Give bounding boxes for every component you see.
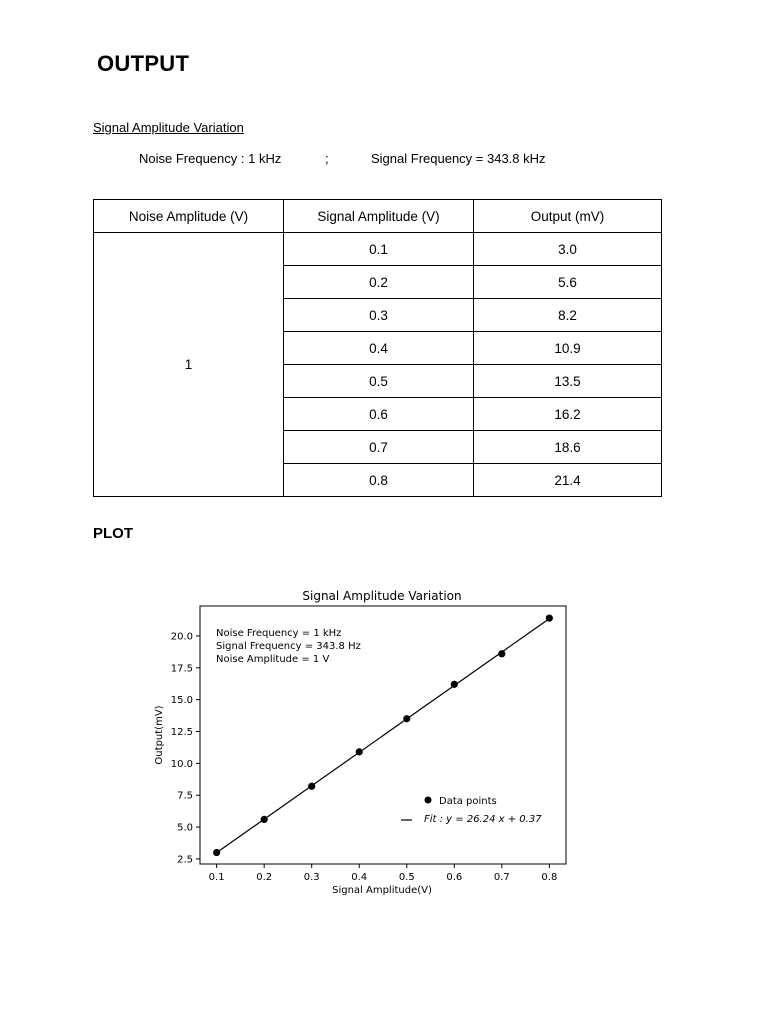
page-title: OUTPUT [97,51,190,76]
y-tick-label: 10.0 [170,758,193,770]
table-header-row [94,200,662,233]
data-table [93,199,662,497]
y-tick-label: 15.0 [170,695,193,707]
signal-cell: 0.7 [284,431,474,464]
legend-points-label: Data points [439,796,497,807]
signal-frequency-text: Signal Frequency = 343.8 kHz [371,151,546,166]
separator-text: ; [325,151,329,166]
data-point [261,816,268,823]
x-tick-label: 0.4 [351,872,368,883]
signal-cell: 0.6 [284,398,474,431]
signal-cell: 0.5 [284,365,474,398]
data-point [451,681,458,688]
annotation-line: Noise Frequency = 1 kHz [216,628,342,639]
signal-cell: 0.8 [284,464,474,497]
x-tick-label: 0.7 [493,872,510,883]
annotation-line: Signal Frequency = 343.8 Hz [216,641,361,652]
noise-amplitude-cell: 1 [94,233,284,497]
data-point [308,783,315,790]
output-cell: 8.2 [474,299,662,332]
data-point [403,715,410,722]
table-row [94,233,662,266]
info-annotation [216,628,361,665]
y-tick-label: 7.5 [177,790,193,802]
signal-cell: 0.1 [284,233,474,266]
x-axis-label: Signal Amplitude(V) [332,885,432,896]
output-cell: 13.5 [474,365,662,398]
x-tick-label: 0.3 [303,872,320,883]
output-cell: 3.0 [474,233,662,266]
data-point [356,748,363,755]
data-point [546,615,553,622]
signal-cell: 0.4 [284,332,474,365]
x-tick-label: 0.1 [208,872,225,883]
annotation-line: Noise Amplitude = 1 V [216,654,330,665]
data-point [498,650,505,657]
header-signal-amplitude: Signal Amplitude (V) [284,200,474,233]
y-tick-label: 2.5 [177,854,193,866]
y-tick-label: 5.0 [177,822,193,834]
section-subheading: Signal Amplitude Variation [93,120,244,135]
noise-frequency-text: Noise Frequency : 1 kHz [139,151,282,166]
header-output: Output (mV) [474,200,662,233]
output-cell: 18.6 [474,431,662,464]
legend-point-marker [425,797,432,804]
data-point [213,849,220,856]
header-noise-amplitude: Noise Amplitude (V) [94,200,284,233]
y-tick-label: 20.0 [170,631,193,643]
scatter-chart [140,582,580,902]
x-tick-label: 0.5 [398,872,415,883]
signal-cell: 0.2 [284,266,474,299]
y-tick-label: 12.5 [170,726,193,738]
x-axis-ticks [209,864,558,883]
legend [401,796,542,825]
chart-title: Signal Amplitude Variation [302,589,462,603]
y-axis-ticks [171,631,200,865]
x-tick-label: 0.6 [446,872,463,883]
output-cell: 10.9 [474,332,662,365]
output-cell: 16.2 [474,398,662,431]
output-cell: 21.4 [474,464,662,497]
legend-fit-label: Fit : y = 26.24 x + 0.37 [424,814,542,825]
x-tick-label: 0.2 [256,872,273,883]
plot-heading: PLOT [93,525,133,542]
y-axis-label: Output(mV) [154,705,165,765]
y-tick-label: 17.5 [170,663,193,675]
signal-cell: 0.3 [284,299,474,332]
x-tick-label: 0.8 [541,872,558,883]
output-cell: 5.6 [474,266,662,299]
